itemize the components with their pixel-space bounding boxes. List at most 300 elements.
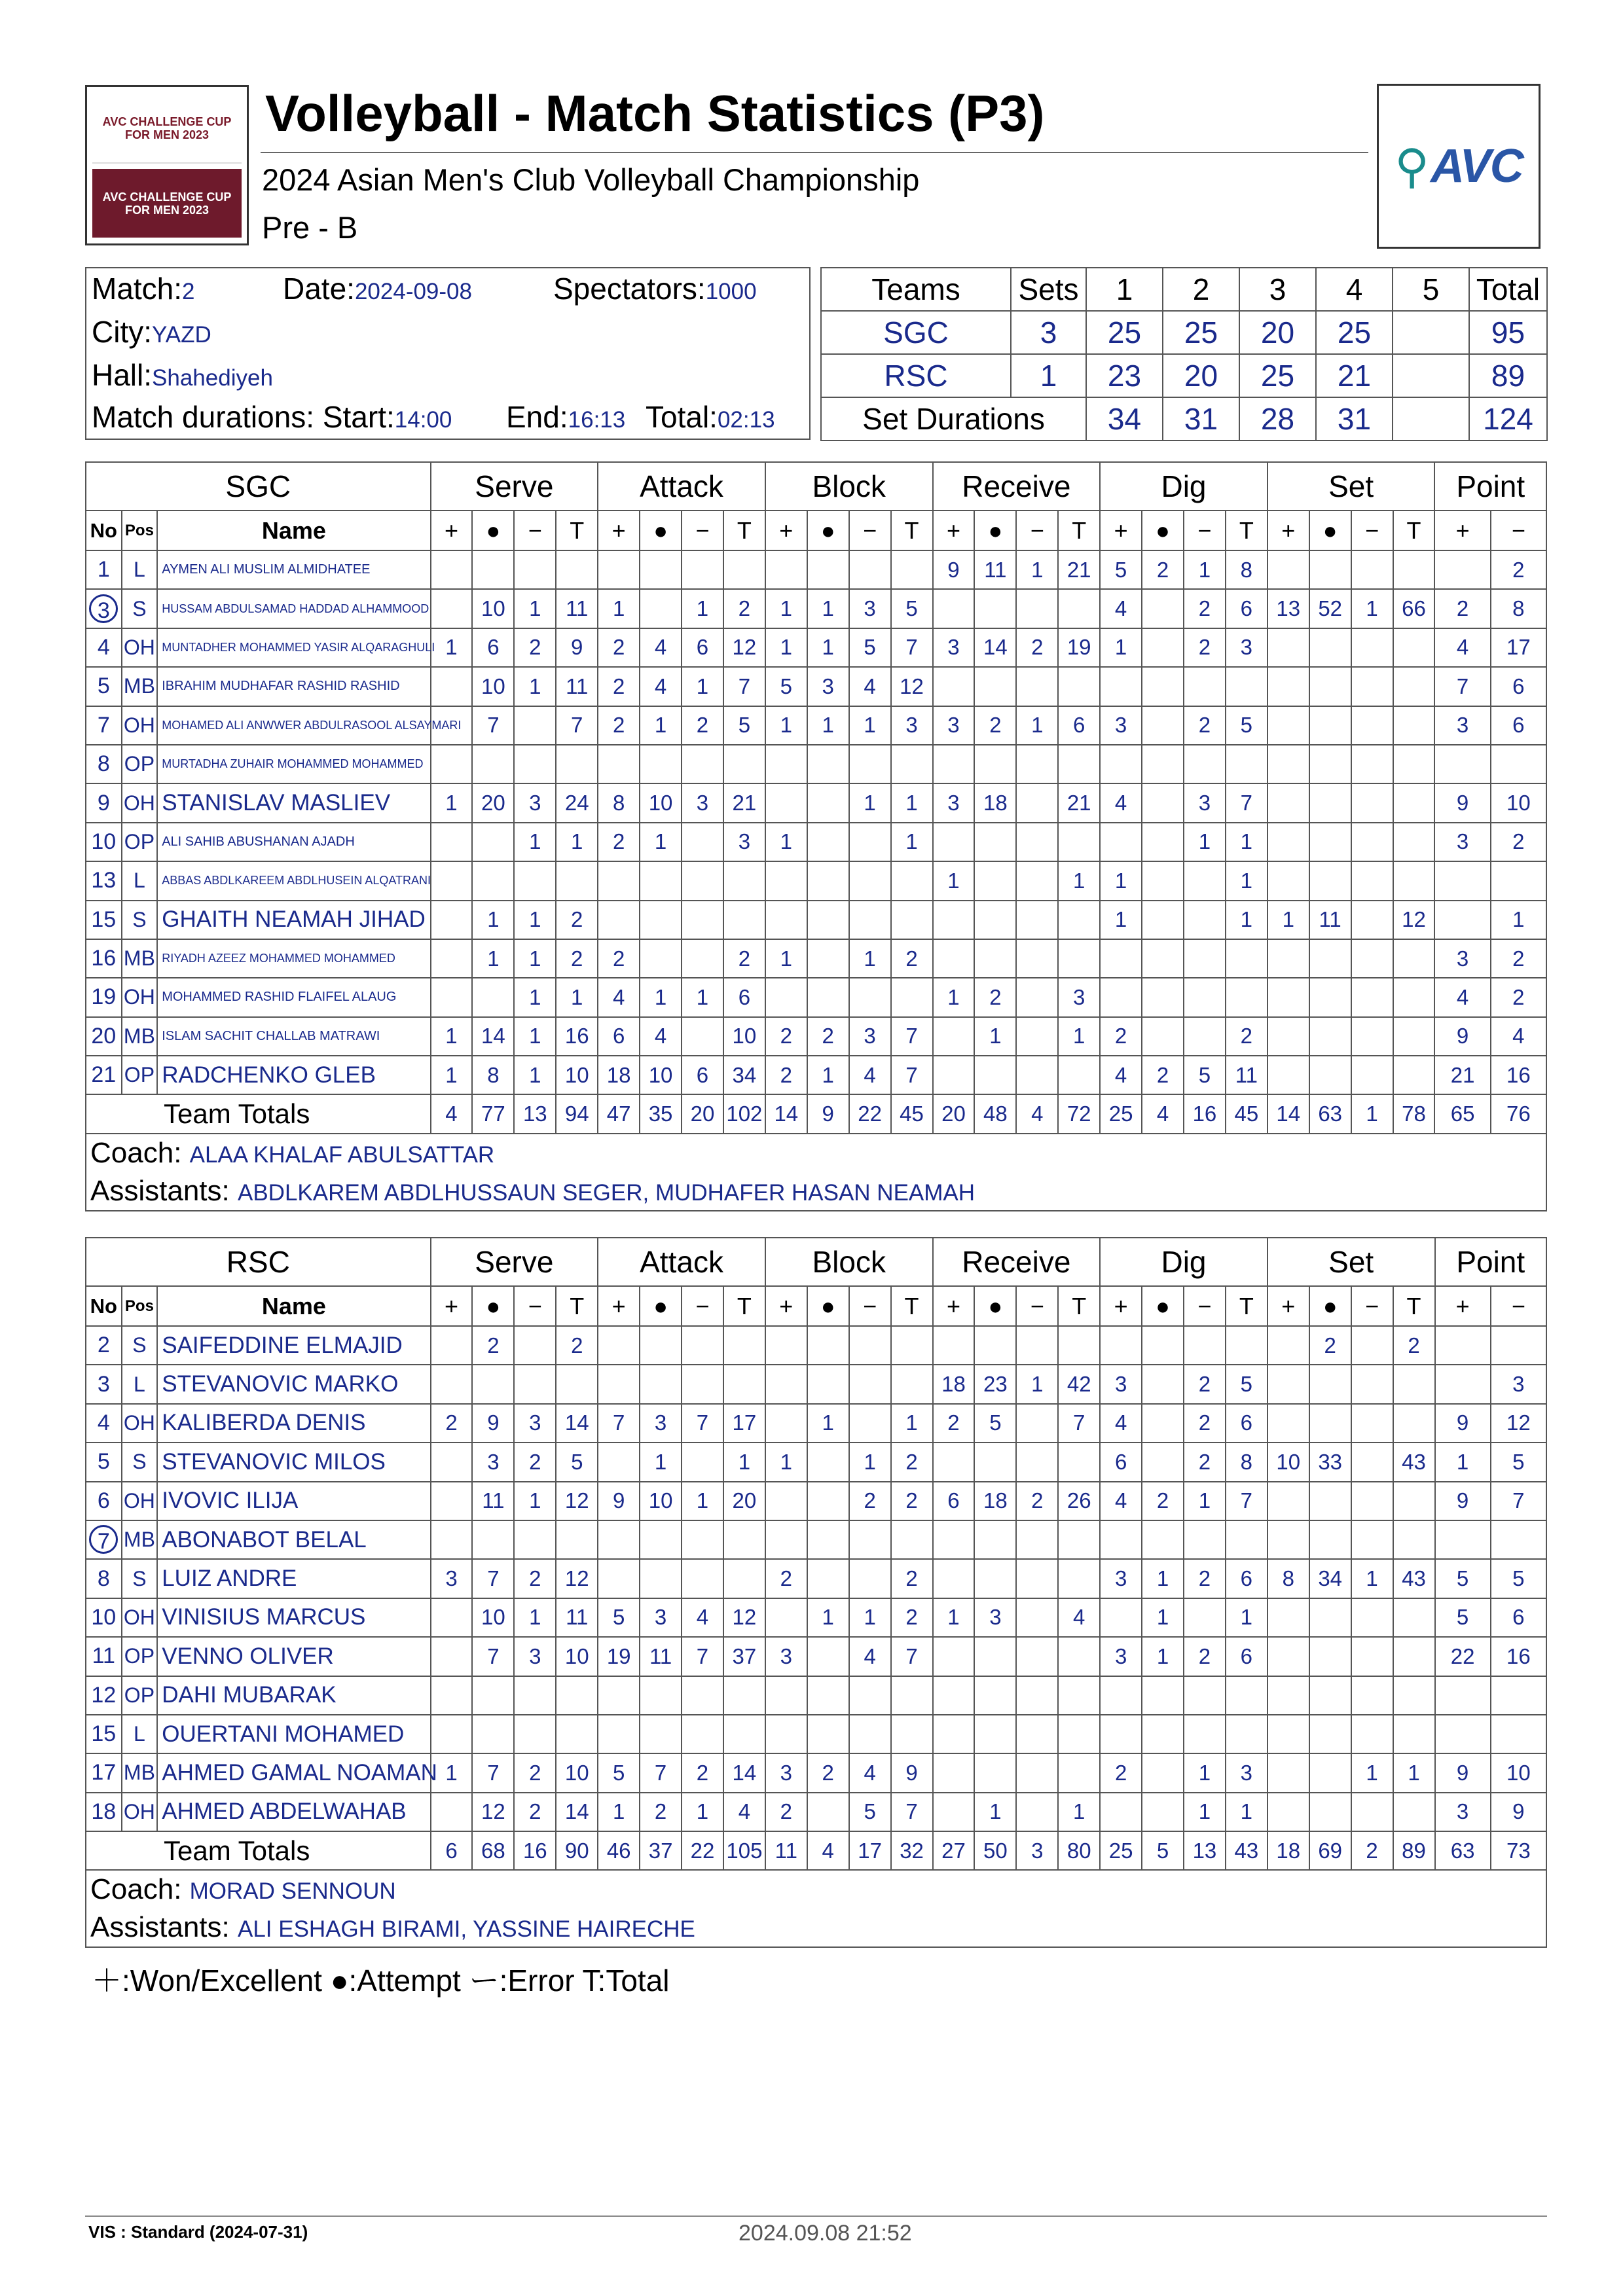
city-line [92, 314, 211, 350]
stat-cell: 14 [556, 1404, 598, 1443]
stat-cell: 2 [1491, 939, 1546, 978]
stat-cell: 2 [514, 1443, 556, 1481]
player-row [86, 1326, 1546, 1365]
stat-cell: 1 [807, 1056, 849, 1094]
stat-cell: 1 [849, 939, 891, 978]
player-position: OP [122, 1637, 158, 1676]
total-cell: 11 [765, 1831, 807, 1870]
stat-cell: 2 [1393, 1326, 1435, 1365]
stat-cell [1491, 861, 1546, 900]
name-header: Name [157, 1286, 430, 1326]
stat-cell [1351, 1365, 1393, 1403]
stat-cell: 1 [1226, 901, 1267, 939]
stat-cell: 43 [1393, 1443, 1435, 1481]
stat-cell: 2 [891, 1559, 933, 1598]
legend: ＋:Won/Excellent ●:Attempt ー:Error T:Total [92, 1964, 670, 1998]
subheader-cell: + [765, 1286, 807, 1326]
stat-cell: 6 [1100, 1443, 1142, 1481]
stat-cell: 1 [556, 823, 598, 861]
stat-cell [1435, 1676, 1491, 1715]
stat-cell: 1 [472, 939, 514, 978]
stat-cell [1351, 1443, 1393, 1481]
stat-cell [1058, 1753, 1100, 1792]
total-cell: 94 [556, 1094, 598, 1133]
player-row [86, 1056, 1546, 1094]
stat-cell: 7 [723, 667, 765, 706]
total-cell: 4 [431, 1094, 473, 1133]
stat-cell: 1 [640, 978, 682, 1016]
stat-cell: 10 [556, 1753, 598, 1792]
no-header: No [86, 511, 122, 550]
player-position: L [122, 861, 158, 900]
player-position: L [122, 1365, 158, 1403]
stat-cell: 5 [849, 628, 891, 667]
stat-cell [1184, 745, 1226, 783]
player-name: STEVANOVIC MILOS [157, 1443, 430, 1481]
total-cell: 43 [1226, 1831, 1267, 1870]
stat-cell: 11 [556, 667, 598, 706]
stat-cell [891, 1715, 933, 1753]
subheader-cell: + [598, 511, 640, 550]
stat-cell: 1 [514, 823, 556, 861]
subheader-cell: − [514, 511, 556, 550]
stat-cell: 2 [1309, 1326, 1351, 1365]
player-row [86, 823, 1546, 861]
stat-cell: 14 [556, 1793, 598, 1831]
stat-cell [1058, 823, 1100, 861]
stat-cell: 1 [1435, 1443, 1491, 1481]
stat-cell [1142, 628, 1184, 667]
stat-cell: 1 [1491, 901, 1546, 939]
stat-cell: 1 [514, 1482, 556, 1520]
stat-cell [1016, 1793, 1058, 1831]
stat-cell [1100, 978, 1142, 1016]
stat-cell: 20 [723, 1482, 765, 1520]
total-cell: 4 [1142, 1094, 1184, 1133]
stat-cell [1058, 1443, 1100, 1481]
score-row [821, 354, 1547, 397]
player-row [86, 978, 1546, 1016]
stat-cell: 22 [1435, 1637, 1491, 1676]
stat-cell [1351, 1056, 1393, 1094]
stat-cell [431, 1598, 473, 1637]
set-score: 20 [1239, 311, 1316, 354]
player-row [86, 1598, 1546, 1637]
stat-cell: 7 [472, 1559, 514, 1598]
stat-cell [807, 550, 849, 589]
stat-cell: 1 [1142, 1559, 1184, 1598]
stat-cell: 7 [598, 1404, 640, 1443]
stat-cell: 1 [1100, 901, 1142, 939]
set-score: 25 [1316, 311, 1393, 354]
player-name: ISLAM SACHIT CHALLAB MATRAWI [157, 1017, 430, 1056]
stat-cell [472, 550, 514, 589]
stat-cell: 21 [723, 783, 765, 822]
stat-cell [1393, 978, 1435, 1016]
stat-cell: 3 [1058, 978, 1100, 1016]
assistants-names: ABDLKAREM ABDLHUSSAUN SEGER, MUDHAFER HASAN NEAMAH [237, 1179, 976, 1206]
stat-cell: 14 [723, 1753, 765, 1792]
set-score: 25 [1086, 311, 1163, 354]
total-cell: 69 [1309, 1831, 1351, 1870]
stat-cell: 2 [1016, 628, 1058, 667]
stat-cell [1491, 1715, 1546, 1753]
stat-cell: 1 [640, 823, 682, 861]
stat-cell: 3 [514, 783, 556, 822]
stat-cell: 2 [1184, 1404, 1226, 1443]
stat-cell [556, 550, 598, 589]
footer-divider [85, 2215, 1547, 2217]
stat-cell: 1 [640, 706, 682, 745]
stat-cell [974, 667, 1016, 706]
stat-cell: 19 [598, 1637, 640, 1676]
player-name: LUIZ ANDRE [157, 1559, 430, 1598]
stat-cell [974, 745, 1016, 783]
subheader-cell: − [1016, 1286, 1058, 1326]
stat-cell [431, 550, 473, 589]
stat-cell: 8 [1491, 589, 1546, 628]
player-number: 5 [86, 1443, 122, 1481]
stat-cell [1434, 745, 1490, 783]
stat-cell [1351, 939, 1393, 978]
stat-cell [933, 1793, 975, 1831]
player-name: ABONABOT BELAL [157, 1520, 430, 1559]
event-logo-bottom: AVC CHALLENGE CUP FOR MEN 2023 [92, 169, 242, 238]
stat-cell: 10 [1491, 1753, 1546, 1792]
stat-cell: 1 [514, 978, 556, 1016]
total-cell: 32 [891, 1831, 933, 1870]
stat-cell [1016, 1520, 1058, 1559]
stat-cell [1016, 745, 1058, 783]
stat-cell [891, 1365, 933, 1403]
stat-cell: 2 [891, 939, 933, 978]
stat-cell [1267, 1637, 1309, 1676]
stat-cell [849, 978, 891, 1016]
stat-cell [1351, 1637, 1393, 1676]
stat-cell: 10 [640, 783, 682, 822]
player-position: MB [122, 667, 158, 706]
set-score: 21 [1316, 354, 1393, 397]
stat-cell: 5 [1491, 1443, 1546, 1481]
stat-cell: 2 [1491, 823, 1546, 861]
stat-cell [807, 1520, 849, 1559]
stat-cell: 7 [891, 1056, 933, 1094]
total-cell: 3 [1016, 1831, 1058, 1870]
stat-cell: 6 [1226, 589, 1267, 628]
stat-cell [1226, 1326, 1267, 1365]
player-position: OP [122, 823, 158, 861]
stat-cell [1016, 1715, 1058, 1753]
sets-won: 1 [1011, 354, 1086, 397]
stat-cell [431, 1365, 473, 1403]
stat-cell: 1 [933, 861, 975, 900]
stat-cell: 1 [598, 589, 640, 628]
stat-cell: 1 [472, 901, 514, 939]
stat-cell [974, 1520, 1016, 1559]
stat-cell [1058, 1715, 1100, 1753]
stat-cell: 5 [765, 667, 807, 706]
stat-cell [1142, 667, 1184, 706]
stat-cell [640, 1715, 682, 1753]
stat-cell: 21 [1434, 1056, 1490, 1094]
total-cell: 13 [1184, 1831, 1226, 1870]
stat-cell [640, 1365, 682, 1403]
total-cell: 37 [640, 1831, 682, 1870]
stat-cell: 1 [1184, 1482, 1226, 1520]
stat-cell: 1 [1226, 1793, 1267, 1831]
set-duration: 34 [1086, 397, 1163, 440]
stat-cell [682, 745, 723, 783]
end-label: End: [506, 400, 568, 434]
stat-cell [1434, 550, 1490, 589]
subheader-cell: ● [1142, 1286, 1184, 1326]
stat-cell [891, 745, 933, 783]
title-divider [261, 152, 1368, 153]
stat-cell [431, 1326, 473, 1365]
stat-cell: 1 [682, 1482, 723, 1520]
player-position: S [122, 1443, 158, 1481]
stat-cell [1351, 550, 1393, 589]
stat-cell [556, 1715, 598, 1753]
stat-cell [1393, 861, 1435, 900]
stat-cell [1309, 1598, 1351, 1637]
stat-cell: 1 [431, 1753, 473, 1792]
player-name: MURTADHA ZUHAIR MOHAMMED MOHAMMED [157, 745, 430, 783]
player-row [86, 1715, 1546, 1753]
stat-cell: 1 [514, 1056, 556, 1094]
stat-cell [1393, 1520, 1435, 1559]
stat-cell: 2 [891, 1443, 933, 1481]
stat-cell [514, 861, 556, 900]
phase-label: Pre - B [262, 210, 358, 245]
stat-cell [1184, 901, 1226, 939]
player-row [86, 667, 1546, 706]
stat-cell: 1 [1058, 1017, 1100, 1056]
stat-cell [1351, 1404, 1393, 1443]
stat-cell: 4 [1491, 1017, 1546, 1056]
score-header: 3 [1239, 268, 1316, 311]
stat-cell [933, 745, 975, 783]
stat-cell: 9 [933, 550, 975, 589]
player-number: 8 [86, 1559, 122, 1598]
stat-cell [807, 745, 849, 783]
stat-cell [598, 550, 640, 589]
stat-cell: 12 [723, 1598, 765, 1637]
total-cell: 105 [723, 1831, 765, 1870]
coach-cell [86, 1870, 1546, 1909]
category-header: Serve [431, 1238, 598, 1286]
stat-cell [933, 1753, 975, 1792]
stat-cell: 1 [765, 1443, 807, 1481]
stat-cell [1351, 1793, 1393, 1831]
stat-cell [1309, 1753, 1351, 1792]
stat-cell [1142, 745, 1184, 783]
sets-won: 3 [1011, 311, 1086, 354]
stat-cell [765, 1482, 807, 1520]
player-position: S [122, 901, 158, 939]
stat-cell: 2 [514, 628, 556, 667]
subheader-cell: ● [472, 511, 514, 550]
stat-cell [1142, 823, 1184, 861]
stat-cell [1393, 1598, 1435, 1637]
stat-cell: 10 [723, 1017, 765, 1056]
event-logo [85, 85, 249, 245]
stat-cell [640, 1676, 682, 1715]
stat-cell [1184, 1598, 1226, 1637]
stat-cell [514, 745, 556, 783]
stat-cell [1309, 667, 1351, 706]
player-number [86, 589, 122, 628]
coach-name: ALAA KHALAF ABULSATTAR [189, 1141, 495, 1168]
set-duration: 28 [1239, 397, 1316, 440]
stat-cell [933, 1559, 975, 1598]
assistants-row [86, 1172, 1546, 1211]
stat-cell [431, 939, 473, 978]
team-stats-table-rsc [85, 1237, 1547, 1948]
stat-cell: 9 [1435, 1482, 1491, 1520]
subheader-cell: T [1058, 1286, 1100, 1326]
stat-cell [1267, 1482, 1309, 1520]
stat-cell [472, 1676, 514, 1715]
player-number: 21 [86, 1056, 122, 1094]
stat-cell: 2 [431, 1404, 473, 1443]
stat-cell: 2 [723, 589, 765, 628]
stat-cell [1016, 1637, 1058, 1676]
stat-cell: 18 [974, 1482, 1016, 1520]
subheader-cell: ● [807, 1286, 849, 1326]
stat-cell: 3 [640, 1598, 682, 1637]
stat-cell: 1 [556, 978, 598, 1016]
stat-cell: 18 [933, 1365, 975, 1403]
stat-cell [682, 1017, 723, 1056]
set-score: 25 [1239, 354, 1316, 397]
stat-cell: 2 [1016, 1482, 1058, 1520]
total-cell: 20 [682, 1094, 723, 1133]
stat-cell [682, 861, 723, 900]
stat-cell [723, 1559, 765, 1598]
team-totals-row [86, 1831, 1546, 1870]
stat-cell [974, 1056, 1016, 1094]
stat-cell [1142, 901, 1184, 939]
stat-cell [682, 939, 723, 978]
player-number: 11 [86, 1637, 122, 1676]
stat-cell [1100, 1326, 1142, 1365]
stat-cell: 2 [1100, 1753, 1142, 1792]
stat-cell: 4 [849, 1056, 891, 1094]
set-score: 20 [1163, 354, 1239, 397]
stat-cell: 3 [1100, 1637, 1142, 1676]
stat-cell [974, 939, 1016, 978]
stat-cell [723, 901, 765, 939]
stat-cell [598, 1326, 640, 1365]
stat-cell: 3 [514, 1404, 556, 1443]
stat-cell [723, 1365, 765, 1403]
total-cell: 72 [1058, 1094, 1100, 1133]
total-cell: 14 [1267, 1094, 1309, 1133]
player-name: STEVANOVIC MARKO [157, 1365, 430, 1403]
stat-cell [1016, 978, 1058, 1016]
stat-cell [1267, 550, 1309, 589]
total-cell: 2 [1351, 1831, 1393, 1870]
set-durations-row [821, 397, 1547, 440]
stat-cell [472, 978, 514, 1016]
stat-cell: 6 [682, 628, 723, 667]
set-duration: 31 [1316, 397, 1393, 440]
stat-cell [1100, 667, 1142, 706]
player-name: RADCHENKO GLEB [157, 1056, 430, 1094]
stat-cell [1351, 667, 1393, 706]
stat-cell: 9 [891, 1753, 933, 1792]
stat-cell [1393, 706, 1435, 745]
stat-cell: 1 [1184, 1753, 1226, 1792]
total-cell: 50 [974, 1831, 1016, 1870]
stat-cell [431, 1482, 473, 1520]
stat-cell: 4 [640, 667, 682, 706]
stat-cell: 1 [431, 1017, 473, 1056]
stat-cell: 2 [598, 706, 640, 745]
total-cell: 18 [1267, 1831, 1309, 1870]
stat-cell: 2 [556, 1326, 598, 1365]
player-number: 4 [86, 1404, 122, 1443]
assistants-cell [86, 1909, 1546, 1947]
stat-cell [431, 901, 473, 939]
set-score: 25 [1163, 311, 1239, 354]
score-header: 4 [1316, 268, 1393, 311]
player-number: 7 [86, 706, 122, 745]
stat-cell: 4 [682, 1598, 723, 1637]
stat-cell: 2 [598, 939, 640, 978]
stat-cell [849, 1559, 891, 1598]
category-header-row [86, 1238, 1546, 1286]
stat-cell [1142, 783, 1184, 822]
stat-cell: 7 [682, 1637, 723, 1676]
stat-cell: 16 [556, 1017, 598, 1056]
stat-cell: 7 [891, 1017, 933, 1056]
stat-cell [974, 1637, 1016, 1676]
stat-cell [974, 1443, 1016, 1481]
player-number: 1 [86, 550, 122, 589]
stat-cell [514, 550, 556, 589]
stat-cell: 1 [849, 706, 891, 745]
stat-cell [1100, 1793, 1142, 1831]
stat-cell [1309, 1520, 1351, 1559]
team-name-header: RSC [86, 1238, 431, 1286]
subheader-cell: + [1435, 1286, 1491, 1326]
player-name: GHAITH NEAMAH JIHAD [157, 901, 430, 939]
stat-cell [1184, 939, 1226, 978]
stat-cell: 7 [1226, 1482, 1267, 1520]
stat-cell [514, 1365, 556, 1403]
stat-cell [765, 901, 807, 939]
stat-cell [1184, 1326, 1226, 1365]
player-number: 20 [86, 1017, 122, 1056]
player-number: 3 [86, 1365, 122, 1403]
stat-cell: 52 [1309, 589, 1351, 628]
stat-cell [1226, 939, 1267, 978]
player-row [86, 783, 1546, 822]
stat-cell [1309, 1056, 1351, 1094]
stat-cell [933, 1056, 975, 1094]
stat-cell [1100, 1676, 1142, 1715]
stat-cell [1058, 1326, 1100, 1365]
stat-cell [431, 1793, 473, 1831]
stat-cell [598, 1365, 640, 1403]
stat-cell [1309, 550, 1351, 589]
stat-cell: 1 [1142, 1598, 1184, 1637]
stat-cell [723, 861, 765, 900]
category-header: Point [1435, 1238, 1547, 1286]
team-name: RSC [821, 354, 1011, 397]
